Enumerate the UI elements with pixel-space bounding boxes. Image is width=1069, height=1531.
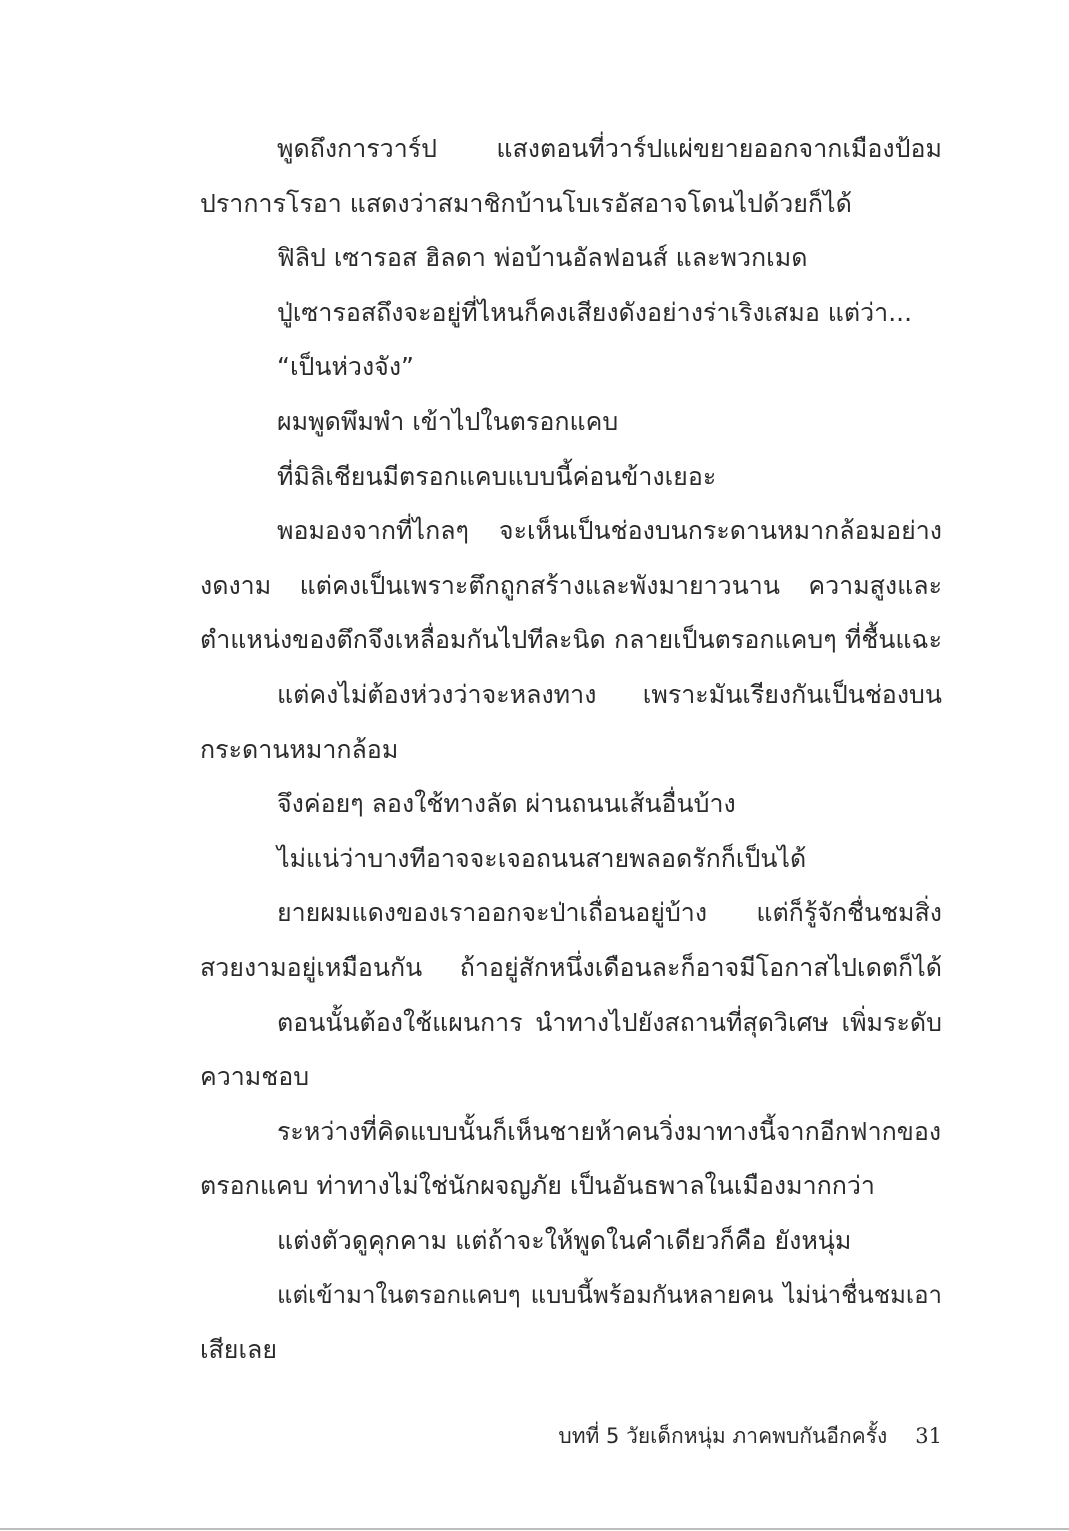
text-line: ระหว่างที่คิดแบบนั้นก็เห็นชายห้าคนวิ่งมาทางนี้จากอีกฟากของ (277, 1116, 942, 1146)
text-line: ผมพูดพึมพำ เข้าไปในตรอกแคบ (277, 406, 619, 436)
text-line: ฟิลิป เซารอส ฮิลดา พ่อบ้านอัลฟอนส์ และพวกเมด (277, 243, 808, 273)
text-line: ไม่แน่ว่าบางทีอาจจะเจอถนนสายพลอดรักก็เป็นได้ (277, 843, 807, 873)
text-line: กระดานหมากล้อม (200, 734, 399, 764)
chapter-title: บทที่ 5 วัยเด็กหนุ่ม ภาคพบกันอีกครั้ง (558, 1424, 888, 1448)
text-line: ความชอบ (200, 1062, 310, 1092)
text-line: แต่คงไม่ต้องห่วงว่าจะหลงทาง เพราะมันเรียงกันเป็นช่องบน (277, 679, 942, 709)
page-footer (200, 1420, 942, 1453)
text-line: ยายผมแดงของเราออกจะป่าเถื่อนอยู่บ้าง แต่ก็รู้จักชื่นชมสิ่ง (277, 898, 942, 928)
text-line: พูดถึงการวาร์ป แสงตอนที่วาร์ปแผ่ขยายออกจากเมืองป้อม (277, 134, 942, 163)
text-line: แต่เข้ามาในตรอกแคบๆ แบบนี้พร้อมกันหลายคน ไม่น่าชื่นชมเอา (277, 1281, 942, 1310)
text-line: จึงค่อยๆ ลองใช้ทางลัด ผ่านถนนเส้นอื่นบ้าง (277, 789, 736, 819)
text-line: แต่งตัวดูคุกคาม แต่ถ้าจะให้พูดในคำเดียวก็คือ ยังหนุ่ม (277, 1225, 852, 1255)
text-line: เสียเลย (200, 1335, 277, 1365)
text-line: ตำแหน่งของตึกจึงเหลื่อมกันไปทีละนิด กลายเป็นตรอกแคบๆ ที่ชื้นแฉะ (200, 625, 942, 655)
text-line: งดงาม แต่คงเป็นเพราะตึกถูกสร้างและพังมายาวนาน ความสูงและ (200, 570, 942, 600)
text-line: “เป็นห่วงจัง” (277, 352, 414, 382)
text-line: ตรอกแคบ ท่าทางไม่ใช่นักผจญภัย เป็นอันธพาลในเมืองมากกว่า (200, 1171, 875, 1201)
text-line: ตอนนั้นต้องใช้แผนการ นำทางไปยังสถานที่สุดวิเศษ เพิ่มระดับ (277, 1007, 942, 1037)
text-line: ปราการโรอา แสดงว่าสมาชิกบ้านโบเรอัสอาจโดนไปด้วยก็ได้ (200, 188, 852, 218)
text-line: ปู่เซารอสถึงจะอยู่ที่ไหนก็คงเสียงดังอย่างร่าเริงเสมอ แต่ว่า... (277, 297, 913, 327)
text-line: พอมองจากที่ไกลๆ จะเห็นเป็นช่องบนกระดานหมากล้อมอย่าง (277, 516, 942, 546)
bottom-rule (0, 1528, 1069, 1530)
text-line: ที่มิลิเชียนมีตรอกแคบแบบนี้ค่อนข้างเยอะ (277, 461, 717, 491)
body-text (200, 122, 942, 1378)
text-line: สวยงามอยู่เหมือนกัน ถ้าอยู่สักหนึ่งเดือนละก็อาจมีโอกาสไปเดตก็ได้ (200, 952, 942, 982)
page-number: 31 (915, 1424, 942, 1448)
